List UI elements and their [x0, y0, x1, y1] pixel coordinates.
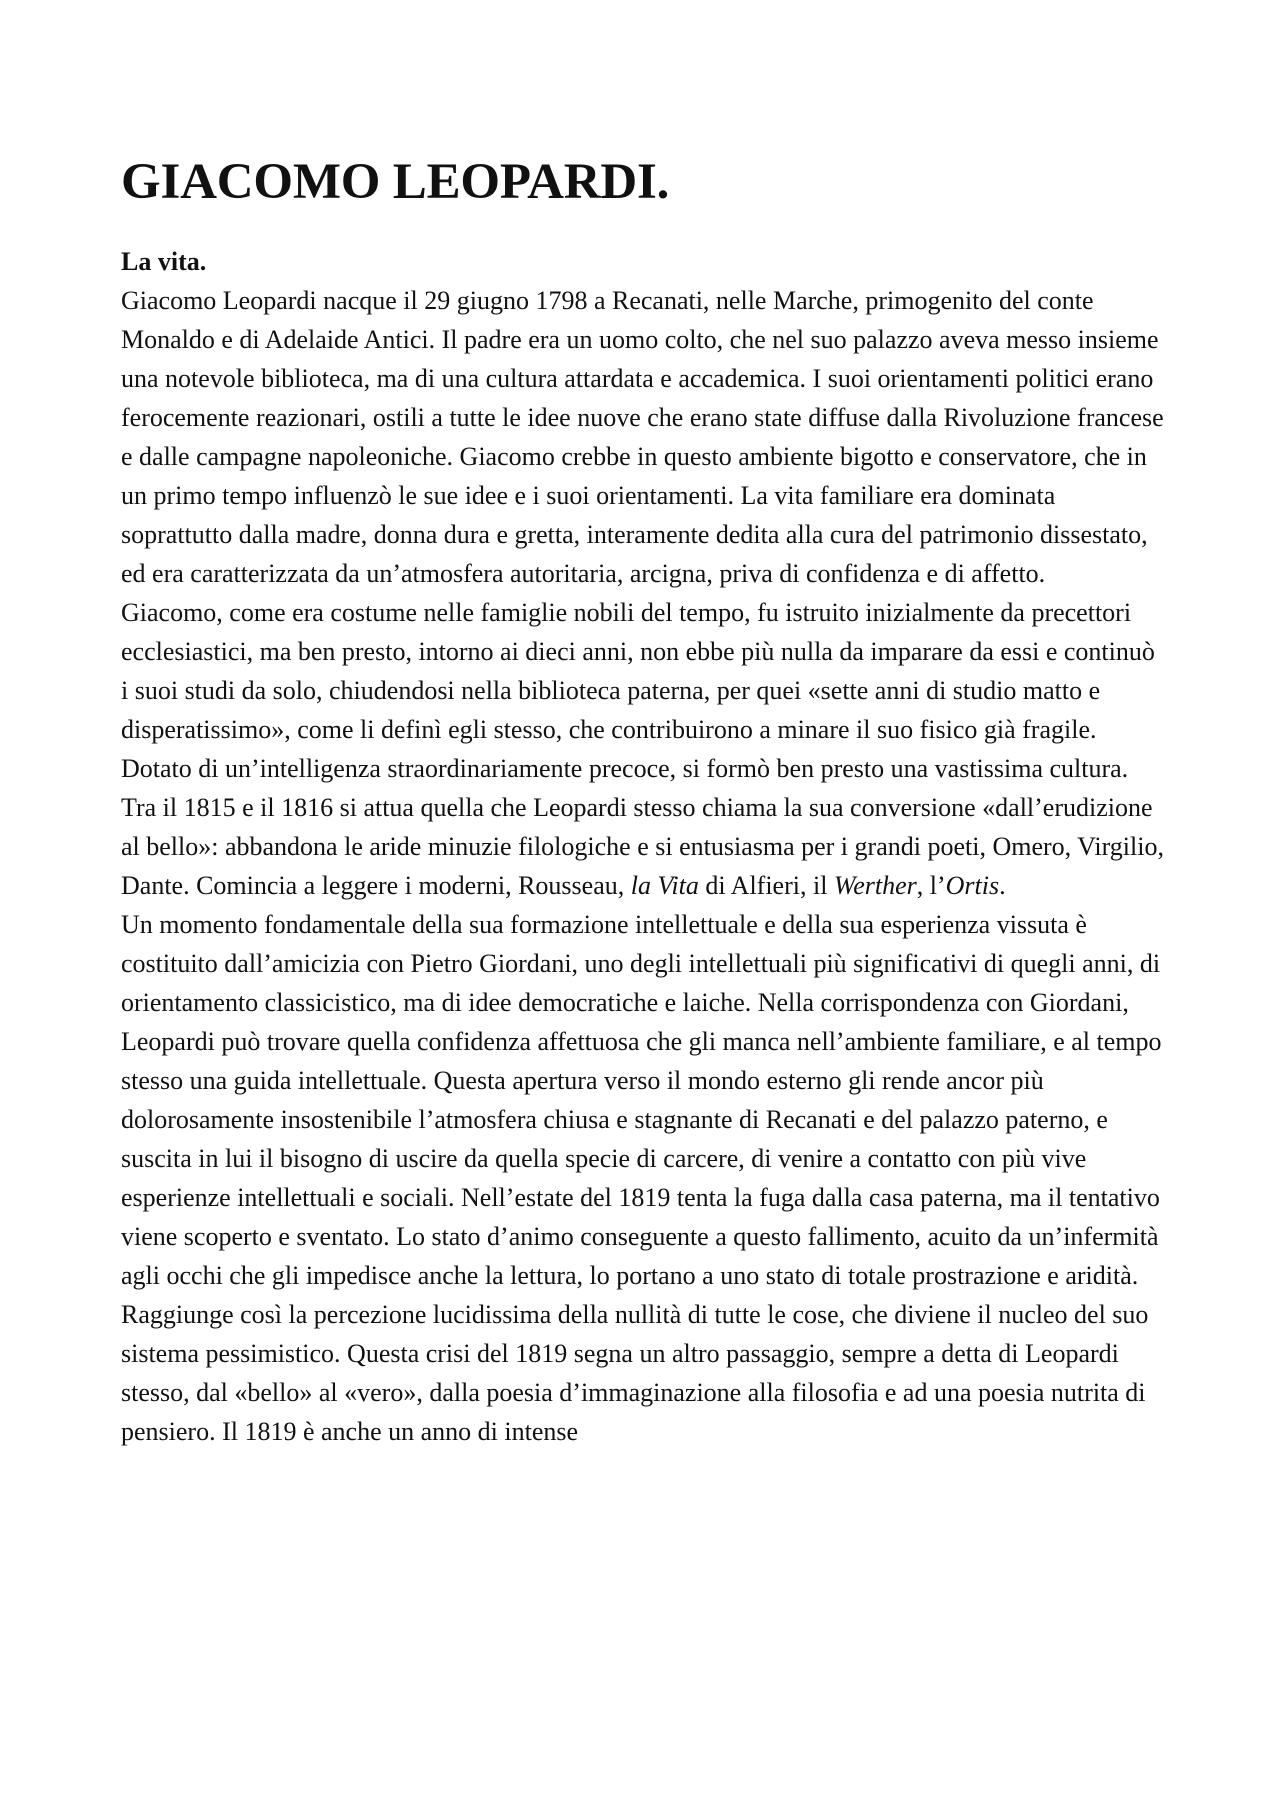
italic-title-la-vita: la Vita — [630, 871, 699, 900]
page-title: GIACOMO LEOPARDI. — [121, 154, 670, 210]
paragraph-conversion-text-4: . — [999, 871, 1006, 900]
paragraph-conversion-text-2: di Alfieri, il — [698, 871, 834, 900]
italic-title-ortis: Ortis — [945, 871, 1000, 900]
paragraph-conversion — [121, 788, 1166, 905]
paragraph-giordani-crisis: Un momento fondamentale della sua formazione intellettuale e della sua esperienza vissuta è costituito dall’amicizia con Pietro Giordani, uno degli intellettuali più significativi di quegli anni, di orientamento classicistico, ma di idee democratiche e laiche. Nella corrispondenza con Giordani, Leopardi può trovare quella confidenza affettuosa che gli manca nell’ambiente familiare, e al tempo stesso una guida intellettuale. Questa apertura verso il mondo esterno gli rende ancor più dolorosamente insostenibile l’atmosfera chiusa e stagnante di Recanati e del palazzo paterno, e suscita in lui il bisogno di uscire da quella specie di carcere, di venire a contatto con più vive esperienze intellettuali e sociali. Nell’estate del 1819 tenta la fuga dalla casa paterna, ma il tentativo viene scoperto e sventato. Lo stato d’animo conseguente a questo fallimento, acuito da un’infermità agli occhi che gli impedisce anche la lettura, lo portano a uno stato di totale prostrazione e aridità. Raggiunge così la percezione lucidissima della nullità di tutte le cose, che diviene il nucleo del suo sistema pessimistico. Questa crisi del 1819 segna un altro passaggio, sempre a detta di Leopardi stesso, dal «bello» al «vero», dalla poesia d’immaginazione alla filosofia e ad una poesia nutrita di pensiero. Il 1819 è anche un anno di intense — [121, 910, 1162, 1446]
paragraph-conversion-text-3: , l’ — [916, 871, 946, 900]
italic-title-werther: Werther — [833, 871, 917, 900]
section-heading: La vita. — [121, 247, 207, 276]
paragraph-conversion-text-1: Tra il 1815 e il 1816 si attua quella che Leopardi stesso chiama la sua conversione «dall’erudizione al bello»: abbandona le aride minuzie filologiche e si entusiasma per i grandi poeti, Omero, Virgilio, Dante. Comincia a leggere i moderni, Rousseau, — [121, 793, 1164, 900]
paragraph-birth-family: Giacomo Leopardi nacque il 29 giugno 1798 a Recanati, nelle Marche, primogenito del conte Monaldo e di Adelaide Antici. Il padre era un uomo colto, che nel suo palazzo aveva messo insieme una notevole biblioteca, ma di una cultura attardata e accademica. I suoi orientamenti politici erano ferocemente reazionari, ostili a tutte le idee nuove che erano state diffuse dalla Rivoluzione francese e dalle campagne napoleoniche. Giacomo crebbe in questo ambiente bigotto e conservatore, che in un primo tempo influenzò le sue idee e i suoi orientamenti. La vita familiare era dominata soprattutto dalla madre, donna dura e gretta, interamente dedita alla cura del patrimonio dissestato, ed era caratterizzata da un’atmosfera autoritaria, arcigna, priva di confidenza e di affetto. — [121, 286, 1164, 588]
paragraph-education: Giacomo, come era costume nelle famiglie nobili del tempo, fu istruito inizialmente da precettori ecclesiastici, ma ben presto, intorno ai dieci anni, non ebbe più nulla da imparare da essi e continuò i suoi studi da solo, chiudendosi nella biblioteca paterna, per quei «sette anni di studio matto e disperatissimo», come li definì egli stesso, che contribuirono a minare il suo fisico già fragile. Dotato di un’intelligenza straordinariamente precoce, si formò ben presto una vastissima cultura. — [121, 598, 1155, 783]
document-body — [121, 150, 1166, 1451]
